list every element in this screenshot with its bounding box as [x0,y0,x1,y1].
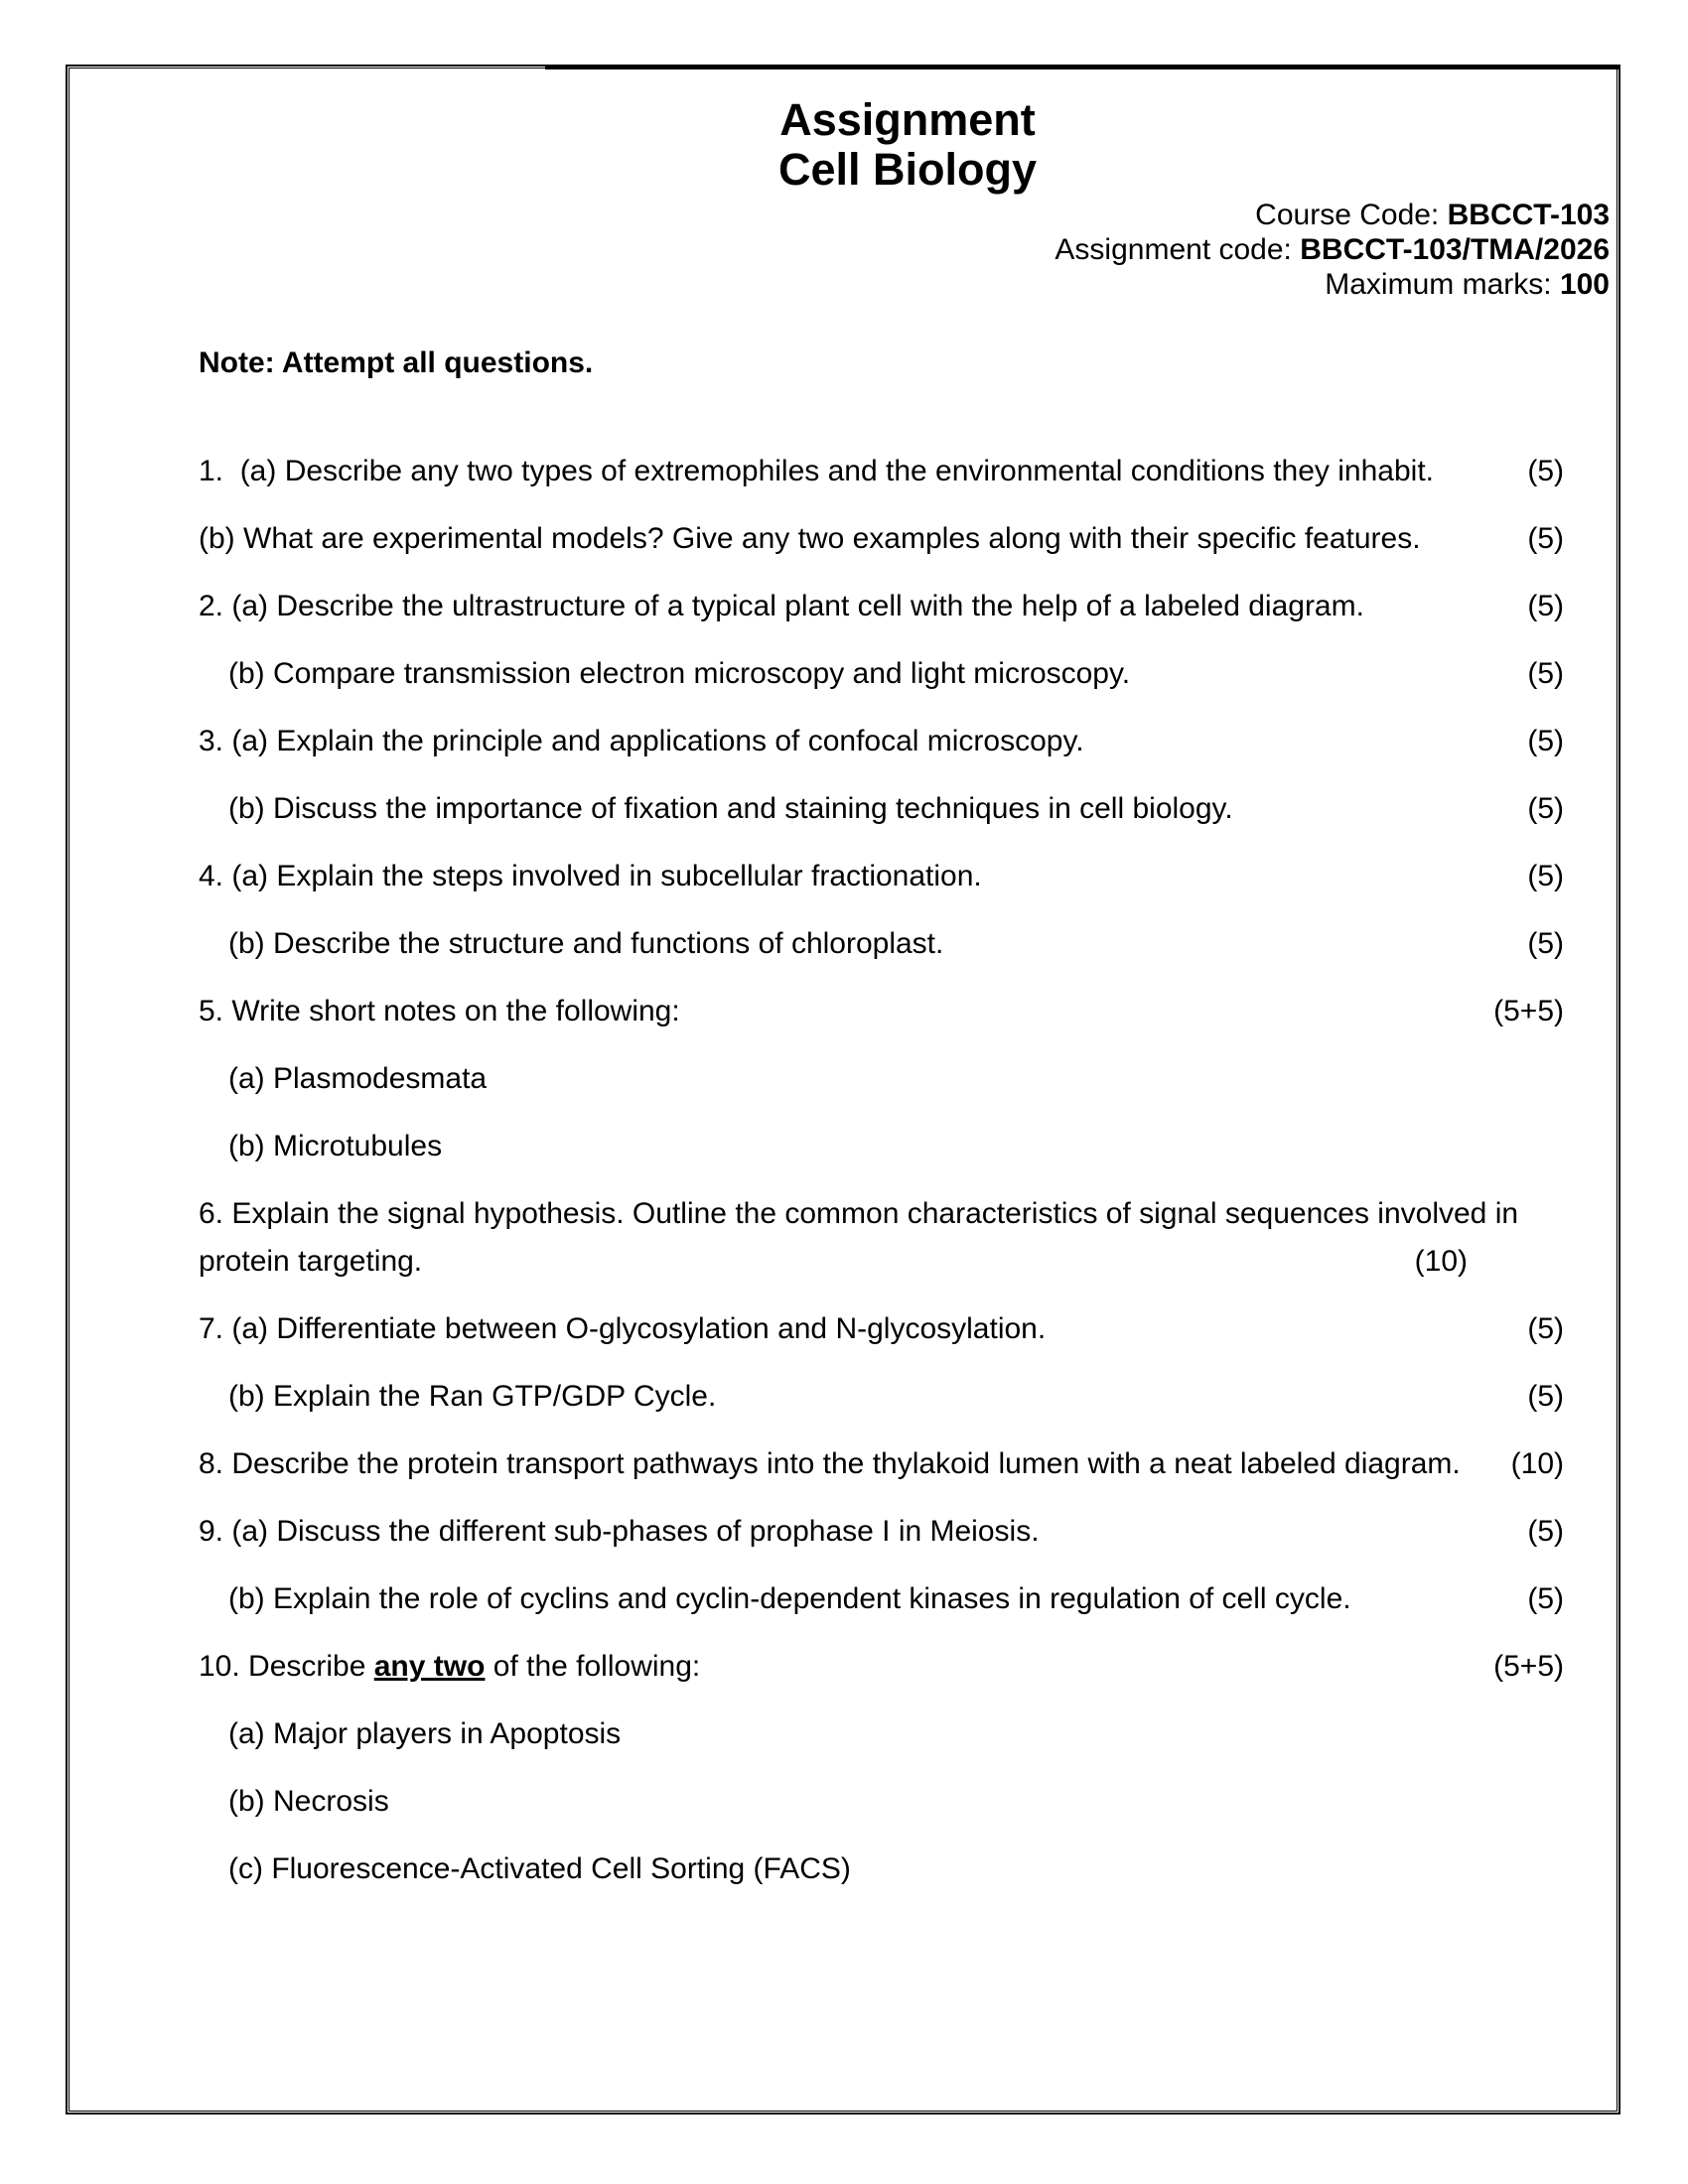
question-text: 3. (a) Explain the principle and applications of confocal microscopy. [199,725,1084,757]
question-text: (b) Describe the structure and functions of chloroplast. [228,927,944,960]
question-marks: (5) [1527,1515,1564,1548]
question-text: 9. (a) Discuss the different sub-phases of prophase I in Meiosis. [199,1515,1040,1548]
top-border-thick-segment [545,65,1620,69]
course-code-row [199,198,1610,232]
question-text: (a) Plasmodesmata [228,1062,488,1095]
question-marks: (5+5) [1493,1650,1564,1683]
title-line-subject: Cell Biology [777,144,1038,195]
document-title [199,95,1617,195]
question-text: (b) Necrosis [228,1785,389,1818]
question-marks: (5) [1527,725,1564,757]
question-marks: (5) [1527,1582,1564,1615]
question-marks: (5) [1527,657,1564,690]
question-text: (c) Fluorescence-Activated Cell Sorting (FACS) [228,1852,851,1885]
page-border-inner [69,68,1618,2112]
question-marks: (5+5) [1493,995,1564,1027]
question-row [199,1063,1564,1095]
question-marks: (5) [1527,927,1564,960]
question-row [199,1718,1564,1750]
assignment-code-row [199,232,1610,267]
question-row [199,1583,1564,1615]
question-marks: (5) [1527,792,1564,825]
course-code-value: BBCCT-103 [1447,199,1610,231]
question-text: protein targeting. [199,1245,423,1278]
question-row [199,1516,1564,1548]
question-row [199,928,1564,960]
question-marks: (5) [1527,860,1564,892]
question-row [199,1381,1564,1413]
question-row [199,861,1564,892]
question-row [199,523,1564,555]
assignment-code-value: BBCCT-103/TMA/2026 [1300,233,1610,266]
assignment-code-label: Assignment code: [1055,233,1292,266]
question-text: (b) Explain the Ran GTP/GDP Cycle. [228,1380,717,1413]
question-row [199,793,1564,825]
header-meta [199,198,1617,302]
question-text: 5. Write short notes on the following: [199,995,680,1027]
question-row [199,1131,1564,1162]
question-row [199,1313,1564,1345]
question-text-segment: any two [373,1650,486,1683]
question-row [199,591,1564,622]
question-text-segment: of the following: [485,1650,701,1683]
maximum-marks-label: Maximum marks: [1325,268,1552,301]
question-marks: (5) [1527,590,1564,622]
question-row [199,658,1564,690]
question-text: (a) Major players in Apoptosis [228,1717,622,1750]
question-row [199,456,1564,487]
question-row [199,1448,1564,1480]
question-text-segment: 10. Describe [199,1650,374,1683]
question-marks: (10) [1414,1245,1468,1278]
question-text: 1. (a) Describe any two types of extremophiles and the environmental conditions they inhabit. [199,455,1435,487]
question-text: 7. (a) Differentiate between O-glycosylation and N-glycosylation. [199,1312,1047,1345]
question-text: 4. (a) Explain the steps involved in subcellular fractionation. [199,860,982,892]
page-border-frame [66,65,1620,2115]
question-row [199,1651,1564,1683]
question-text: (b) Microtubules [228,1130,443,1162]
question-row [199,1853,1564,1885]
question-marks: (5) [1527,1380,1564,1413]
maximum-marks-row [199,267,1610,302]
document-content [70,95,1617,2112]
question-marks: (10) [1510,1447,1564,1480]
question-row [199,1786,1564,1818]
title-line-assignment: Assignment [779,94,1036,145]
note-line: Note: Attempt all questions. [199,346,594,379]
question-marks: (5) [1527,455,1564,487]
question-row [199,996,1564,1027]
question-text: (b) Explain the role of cyclins and cyclin-dependent kinases in regulation of cell cycle. [228,1582,1351,1615]
question-row [199,1198,1564,1230]
question-text: (b) Discuss the importance of fixation and staining techniques in cell biology. [228,792,1233,825]
question-row [199,726,1564,757]
maximum-marks-value: 100 [1559,268,1610,301]
question-text: 6. Explain the signal hypothesis. Outline the common characteristics of signal sequences involved in [199,1197,1519,1230]
question-marks: (5) [1527,522,1564,555]
question-marks: (5) [1527,1312,1564,1345]
question-text [199,1651,1481,1683]
question-text: 8. Describe the protein transport pathways into the thylakoid lumen with a neat labeled diagram. [199,1447,1461,1480]
question-row [199,1246,1564,1278]
questions-list [199,456,1564,1885]
question-text: 2. (a) Describe the ultrastructure of a typical plant cell with the help of a labeled diagram. [199,590,1364,622]
course-code-label: Course Code: [1255,199,1440,231]
question-text: (b) Compare transmission electron microscopy and light microscopy. [228,657,1131,690]
question-text: (b) What are experimental models? Give any two examples along with their specific features. [199,522,1421,555]
document-header [199,95,1617,302]
